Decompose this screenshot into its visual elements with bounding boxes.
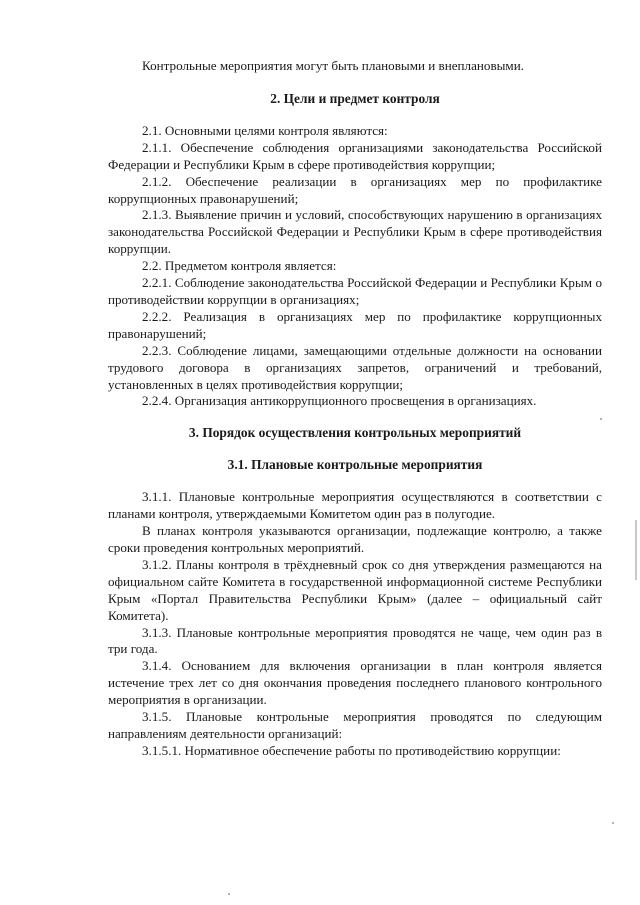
subsection-3-1-heading: 3.1. Плановые контрольные мероприятия [227,457,483,473]
paragraph-2-2-4: 2.2.4. Организация антикоррупционного просвещения в организациях. [142,393,537,409]
paragraph-2-1-1: 2.1.1. Обеспечение соблюдения организациями законодательства Российской Федерации и Республики Крым в сфере противодействия коррупции; [108,139,602,172]
scan-speck [612,822,614,824]
paragraph-2-1: 2.1. Основными целями контроля являются: [142,122,388,138]
scan-edge-mark [635,520,637,580]
paragraph-2-2-2: 2.2.2. Реализация в организациях мер по профилактике коррупционных правонарушений; [108,308,602,341]
section-2-body [108,123,602,410]
paragraph-3-1-1-plans: В планах контроля указываются организации, подлежащие контролю, а также сроки проведения контрольных мероприятий. [108,523,602,556]
paragraph-2-2-1: 2.2.1. Соблюдение законодательства Российской Федерации и Республики Крым о противодействии коррупции в организациях; [108,275,602,307]
paragraph-3-1-5-1: 3.1.5.1. Нормативное обеспечение работы по противодействию коррупции: [142,742,561,758]
section-2-heading: 2. Цели и предмет контроля [270,90,440,106]
paragraph-3-1-3: 3.1.3. Плановые контрольные мероприятия проводятся не чаще, чем один раз в три года. [108,624,602,657]
intro-paragraph: Контрольные мероприятия могут быть плановыми и внеплановыми. [142,58,524,73]
paragraph-2-2: 2.2. Предметом контроля является: [142,258,337,274]
paragraph-3-1-4: 3.1.4. Основанием для включения организации в план контроля является истечение трех лет со дня окончания проведения последнего планового контрольного мероприятия в организации. [108,658,602,708]
scan-speck [600,418,602,420]
scan-speck [228,893,230,895]
paragraph-2-2-3: 2.2.3. Соблюдение лицами, замещающими отдельные должности на основании трудового договора в организациях запретов, ограничений и требований, установленных в целях противодействия коррупции; [108,342,602,392]
paragraph-2-1-3: 2.1.3. Выявление причин и условий, способствующих нарушению в организациях законодательства Российской Федерации и Республики Крым в сфере противодействия коррупции. [108,207,602,257]
paragraph-3-1-2: 3.1.2. Планы контроля в трёхдневный срок со дня утверждения размещаются на официальном сайте Комитета в государственной информационной системе Республики Крым «Портал Правительства Республики Крым» (далее – официальный сайт Комитета). [108,556,602,623]
paragraph-3-1-5: 3.1.5. Плановые контрольные мероприятия проводятся по следующим направлениям деятельности организаций: [108,709,602,741]
section-3-heading: 3. Порядок осуществления контрольных мероприятий [188,425,522,441]
paragraph-2-1-2: 2.1.2. Обеспечение реализации в организациях мер по профилактике коррупционных правонарушений; [108,173,602,206]
paragraph-3-1-1: 3.1.1. Плановые контрольные мероприятия осуществляются в соответствии с планами контроля, утверждаемыми Комитетом один раз в полугодие. [108,489,602,522]
section-3-body [108,489,602,760]
